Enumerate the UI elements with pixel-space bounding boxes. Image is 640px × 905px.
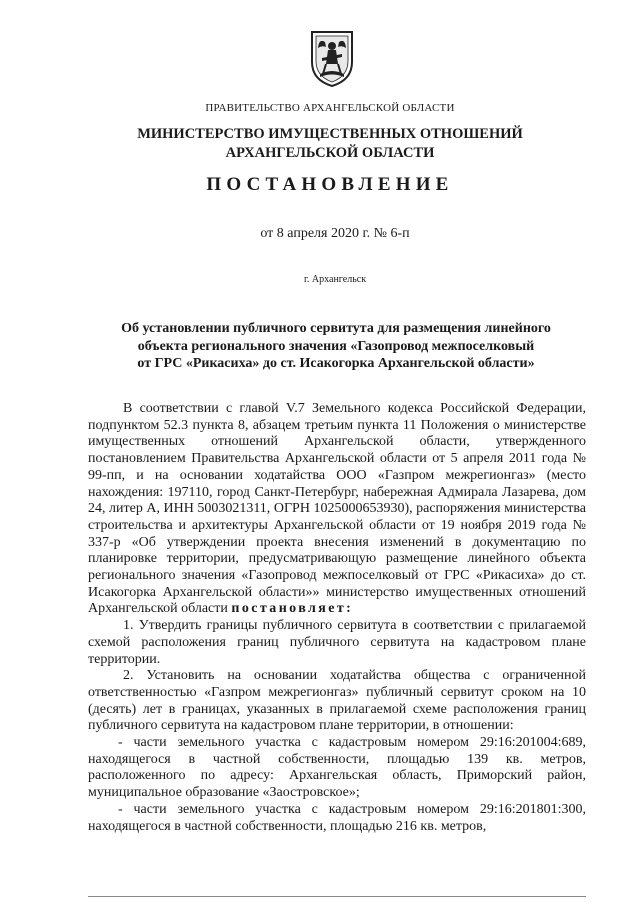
coat-of-arms-icon [308,28,356,88]
title-line: от ГРС «Рикасиха» до ст. Исакогорка Архангельской области» [137,356,535,371]
ministry-name [0,125,640,163]
body-paragraph-preamble [88,401,586,618]
government-name: ПРАВИТЕЛЬСТВО АРХАНГЕЛЬСКОЙ ОБЛАСТИ [205,102,455,114]
resolves-verb: постановляет: [231,601,354,617]
preamble-text: В соответствии с главой V.7 Земельного кодекса Российской Федерации, подпунктом 52.3 пункта 8, абзацем третьим пункта 11 Положения о министерстве имущественных отношений Архангельской области, утвержденного постановлением Правительства Архангельской области от 5 апреля 2011 года № 99-пп, и на основании ходатайства ООО «Газпром межрегионгаз» (место нахождения: 197110, город Санкт-Петербург, набережная Адмирала Лазарева, дом 24, литер А, ИНН 5003021311, ОГРН 1025000653930), распоряжения министерства строительства и архитектуры Архангельской области от 19 ноября 2019 года № 337-р «Об утверждении проекта внесения изменений в документацию по планировке территории, предусматривающую размещение линейного объекта регионального значения «Газопровод межпоселковый от ГРС «Рикасиха» до ст. Исакогорка Архангельской области»» министерство имущественных отношений Архангельской области [88,401,586,617]
ministry-name-line: АРХАНГЕЛЬСКОЙ ОБЛАСТИ [225,145,435,161]
body-list-item: - части земельного участка с кадастровым номером 29:16:201801:300, находящегося в частной собственности, площадью 216 кв. метров, [88,801,586,834]
body-paragraph-1: 1. Утвердить границы публичного сервитута в соответствии с прилагаемой схемой расположения границ публичного сервитута на кадастровом плане территории. [88,618,586,667]
document-type: ПОСТАНОВЛЕНИЕ [206,174,454,195]
title-line: объекта регионального значения «Газопровод межпоселковый [137,338,535,354]
document-city: г. Архангельск [303,274,367,285]
title-line: Об установлении публичного сервитута для размещения линейного [121,321,551,336]
ministry-name-line: МИНИСТЕРСТВО ИМУЩЕСТВЕННЫХ ОТНОШЕНИЙ [137,126,523,142]
document-title [88,320,584,373]
document-body [88,401,586,835]
body-paragraph-2: 2. Установить на основании ходатайства общества с ограниченной ответственностью «Газпром межрегионгаз» публичный сервитут сроком на 10 (десять) лет в границах, указанных в прилагаемой схеме расположения границ публичного сервитута на кадастровом плане территории, в отношении: [88,668,586,734]
document-date-number: от 8 апреля 2020 г. № 6-п [260,226,410,241]
page-bottom-divider [88,896,586,897]
body-list-item: - части земельного участка с кадастровым номером 29:16:201004:689, находящегося в частной собственности, площадью 139 кв. метров, расположенного по адресу: Архангельская область, Приморский район, муниципальное образование «Заостровское»; [88,735,586,801]
